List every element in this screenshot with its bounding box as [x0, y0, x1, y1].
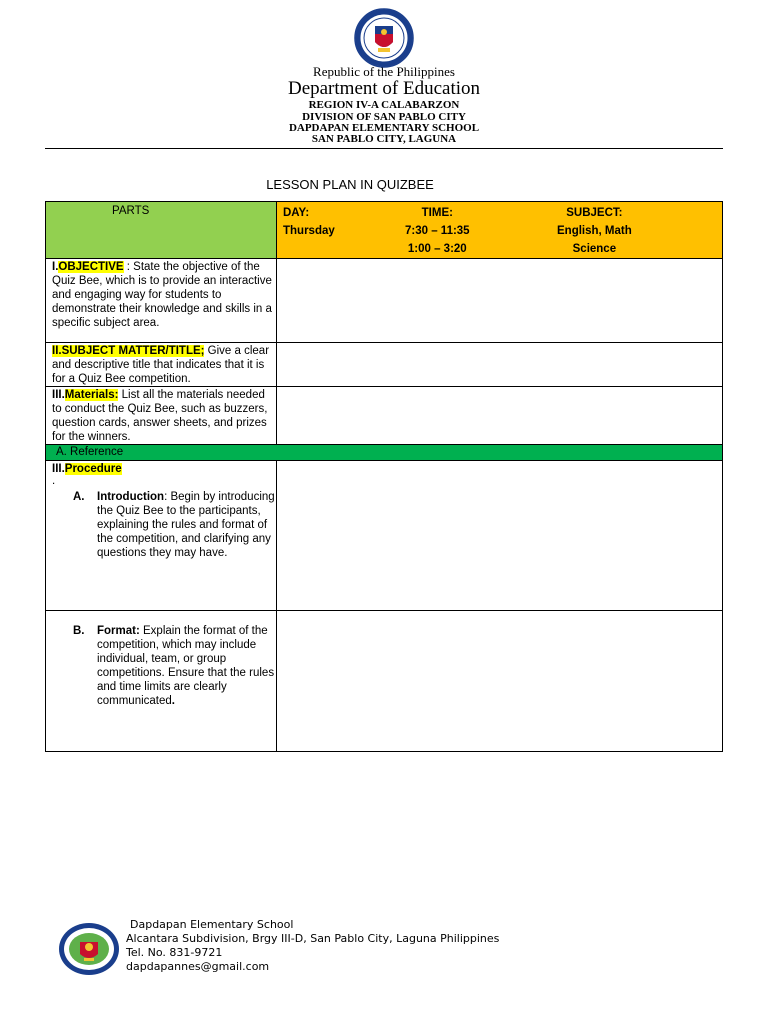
format-content-cell: [277, 611, 723, 752]
step-b-text: Explain the format of the competition, which may include individual, team, or group competitions. Ensure that the rules and time limits are clearly communicated: [97, 625, 275, 707]
materials-content-cell: [277, 387, 723, 445]
procedure-heading: Procedure: [64, 463, 122, 475]
subject-value-1: English, Math: [557, 225, 632, 237]
objective-content-cell: [277, 259, 723, 343]
subject-matter-text: Give a clear and descriptive title that indicates that it is for a Quiz Bee competition.: [52, 345, 270, 385]
objective-cell: [46, 259, 277, 343]
materials-heading: Materials:: [64, 389, 119, 401]
school-logo-icon: [58, 922, 120, 976]
table-row: [46, 387, 723, 445]
procedure-cell: [46, 461, 277, 611]
footer-tel: Tel. No. 831-9721: [126, 946, 223, 959]
footer-address: Alcantara Subdivision, Brgy III-D, San Pablo City, Laguna Philippines: [126, 932, 500, 945]
day-label: DAY:: [283, 207, 310, 219]
lesson-plan-title: LESSON PLAN IN QUIZBEE: [266, 177, 434, 192]
subject-matter-cell: [46, 343, 277, 387]
objective-number: I.: [52, 261, 59, 273]
subject-label: SUBJECT:: [566, 207, 623, 219]
procedure-content-cell: [277, 461, 723, 611]
step-a-title: Introduction: [97, 491, 165, 503]
procedure-number: III.: [52, 463, 65, 475]
day-block: [283, 204, 335, 240]
parts-header: PARTS: [46, 202, 277, 259]
objective-text: : State the objective of the Quiz Bee, which is to provide an interactive and engaging way for students to demonstrate their knowledge and skills in a specific subject area.: [52, 261, 272, 329]
table-header-row: [46, 202, 723, 259]
materials-cell: [46, 387, 277, 445]
table-row: [46, 343, 723, 387]
city-line: SAN PABLO CITY, LAGUNA: [311, 133, 457, 145]
format-cell: [46, 611, 277, 752]
region-line: REGION IV-A CALABARZON: [308, 99, 460, 111]
footer-text: [126, 918, 499, 974]
republic-line: Republic of the Philippines: [313, 64, 455, 79]
footer: [58, 918, 738, 978]
step-a-letter: A.: [73, 491, 85, 503]
reference-cell: A. Reference: [46, 445, 723, 461]
footer-school: Dapdapan Elementary School: [130, 918, 294, 931]
time-block: [405, 204, 470, 258]
procedure-step-b: [46, 624, 276, 708]
procedure-heading-line: [46, 461, 276, 476]
step-a-text: : Begin by introducing the Quiz Bee to the participants, explaining the rules and format of the competition, and clarifying any questions they may have.: [97, 491, 275, 559]
table-row: [46, 611, 723, 752]
materials-text: List all the materials needed to conduct the Quiz Bee, such as buzzers, question cards, answer sheets, and prizes for the winners.: [52, 389, 268, 443]
subject-matter-content-cell: [277, 343, 723, 387]
table-row: [46, 461, 723, 611]
step-b-title: Format:: [97, 625, 140, 637]
day-value: Thursday: [283, 225, 335, 237]
school-line: DAPDAPAN ELEMENTARY SCHOOL: [288, 122, 480, 134]
schedule-header: [277, 202, 723, 259]
reference-row: [46, 445, 723, 461]
table-row: [46, 259, 723, 343]
time-value-1: 7:30 – 11:35: [405, 225, 470, 237]
deped-seal-icon: [354, 8, 414, 68]
subject-matter-heading: II.SUBJECT MATTER/TITLE;: [52, 345, 205, 357]
time-label: TIME:: [421, 207, 453, 219]
header-divider: [45, 148, 723, 149]
procedure-dot: .: [52, 475, 56, 487]
objective-heading: OBJECTIVE: [58, 261, 124, 273]
materials-number: III.: [52, 389, 65, 401]
division-line: DIVISION OF SAN PABLO CITY: [302, 111, 466, 123]
department-name: Department of Education: [287, 78, 481, 99]
footer-email: dapdapannes@gmail.com: [126, 960, 270, 973]
subject-block: [557, 204, 632, 258]
step-b-end: .: [171, 695, 175, 707]
time-value-2: 1:00 – 3:20: [407, 243, 467, 255]
subject-value-2: Science: [572, 243, 617, 255]
step-b-letter: B.: [73, 625, 85, 637]
procedure-step-a: [46, 490, 276, 560]
lesson-plan-table: [45, 201, 723, 752]
